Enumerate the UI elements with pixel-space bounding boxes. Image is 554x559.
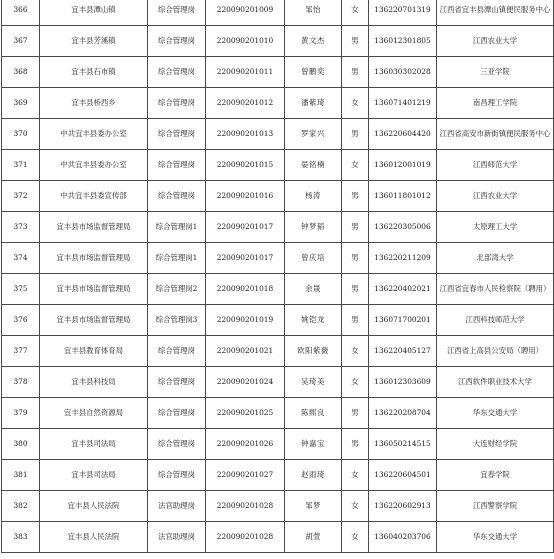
cell-unit: 宜丰县司法局 bbox=[40, 460, 148, 491]
cell-phone: 136011801012 bbox=[369, 181, 437, 212]
cell-unit: 宜丰县人民法院 bbox=[40, 491, 148, 522]
cell-sex: 男 bbox=[342, 181, 369, 212]
cell-exam-id: 220090201027 bbox=[206, 460, 285, 491]
cell-unit: 宜丰县芳溪镇 bbox=[40, 26, 148, 57]
table-row bbox=[2, 119, 554, 150]
cell-no: 366 bbox=[2, 0, 40, 26]
cell-school: 江西省宜丰县潭山镇便民服务中心 bbox=[437, 0, 554, 26]
cell-exam-id: 220090201028 bbox=[206, 522, 285, 553]
cell-no: 382 bbox=[2, 491, 40, 522]
cell-name: 余晟 bbox=[285, 274, 342, 305]
table-row bbox=[2, 336, 554, 367]
table-row bbox=[2, 26, 554, 57]
cell-no: 377 bbox=[2, 336, 40, 367]
cell-phone: 136220211209 bbox=[369, 243, 437, 274]
cell-post: 综合管理岗 bbox=[148, 0, 206, 26]
cell-exam-id: 220090201021 bbox=[206, 336, 285, 367]
cell-school: 江西师范大学 bbox=[437, 150, 554, 181]
cell-sex: 男 bbox=[342, 398, 369, 429]
cell-no: 371 bbox=[2, 150, 40, 181]
cell-unit: 中共宜丰县委办公室 bbox=[40, 119, 148, 150]
cell-exam-id: 220090201015 bbox=[206, 150, 285, 181]
cell-phone: 136012001019 bbox=[369, 150, 437, 181]
cell-post: 综合管理岗 bbox=[148, 26, 206, 57]
cell-unit: 宜丰县市场监督管理局 bbox=[40, 305, 148, 336]
cell-school: 江西警察学院 bbox=[437, 491, 554, 522]
cell-exam-id: 220090201011 bbox=[206, 57, 285, 88]
cell-phone: 136071401219 bbox=[369, 88, 437, 119]
cell-school: 江西科技师范大学 bbox=[437, 305, 554, 336]
cell-no: 373 bbox=[2, 212, 40, 243]
cell-phone: 136071700201 bbox=[369, 305, 437, 336]
cell-no: 378 bbox=[2, 367, 40, 398]
cell-phone: 136030302028 bbox=[369, 57, 437, 88]
cell-no: 370 bbox=[2, 119, 40, 150]
cell-exam-id: 220090201019 bbox=[206, 305, 285, 336]
cell-school: 江西农业大学 bbox=[437, 181, 554, 212]
cell-sex: 女 bbox=[342, 367, 369, 398]
cell-school: 华东交通大学 bbox=[437, 398, 554, 429]
cell-school: 江西农业大学 bbox=[437, 26, 554, 57]
cell-exam-id: 220090201024 bbox=[206, 367, 285, 398]
table-row bbox=[2, 57, 554, 88]
table-row bbox=[2, 429, 554, 460]
cell-post: 综合管理岗 bbox=[148, 336, 206, 367]
cell-sex: 女 bbox=[342, 491, 369, 522]
cell-no: 368 bbox=[2, 57, 40, 88]
cell-post: 综合管理岗 bbox=[148, 398, 206, 429]
table-row bbox=[2, 367, 554, 398]
cell-exam-id: 220090201025 bbox=[206, 398, 285, 429]
cell-name: 曾鹏奕 bbox=[285, 57, 342, 88]
table-row bbox=[2, 522, 554, 553]
cell-exam-id: 220090201017 bbox=[206, 212, 285, 243]
cell-unit: 宜丰县人民法院 bbox=[40, 522, 148, 553]
cell-phone: 136012301805 bbox=[369, 26, 437, 57]
cell-phone: 136220305006 bbox=[369, 212, 437, 243]
cell-no: 381 bbox=[2, 460, 40, 491]
cell-no: 367 bbox=[2, 26, 40, 57]
cell-phone: 136050214515 bbox=[369, 429, 437, 460]
cell-no: 380 bbox=[2, 429, 40, 460]
table-row bbox=[2, 491, 554, 522]
cell-post: 综合管理岗 bbox=[148, 57, 206, 88]
cell-exam-id: 220090201009 bbox=[206, 0, 285, 26]
cell-no: 379 bbox=[2, 398, 40, 429]
cell-name: 杨涛 bbox=[285, 181, 342, 212]
cell-post: 综合管理岗 bbox=[148, 460, 206, 491]
cell-no: 376 bbox=[2, 305, 40, 336]
cell-sex: 女 bbox=[342, 522, 369, 553]
cell-phone: 136220402021 bbox=[369, 274, 437, 305]
cell-exam-id: 220090201016 bbox=[206, 181, 285, 212]
cell-school: 华东交通大学 bbox=[437, 522, 554, 553]
cell-unit: 宜丰县教育体育局 bbox=[40, 336, 148, 367]
cell-school: 三亚学院 bbox=[437, 57, 554, 88]
cell-post: 综合管理岗 bbox=[148, 88, 206, 119]
cell-school: 大连财经学院 bbox=[437, 429, 554, 460]
cell-sex: 男 bbox=[342, 429, 369, 460]
table-row bbox=[2, 243, 554, 274]
cell-post: 综合管理岗1 bbox=[148, 243, 206, 274]
cell-post: 综合管理岗 bbox=[148, 429, 206, 460]
cell-unit: 宜丰县自然资源局 bbox=[40, 398, 148, 429]
cell-unit: 宜丰县市场监督管理局 bbox=[40, 243, 148, 274]
table-row bbox=[2, 274, 554, 305]
cell-name: 晏铭楠 bbox=[285, 150, 342, 181]
cell-sex: 男 bbox=[342, 274, 369, 305]
cell-exam-id: 220090201028 bbox=[206, 491, 285, 522]
cell-name: 邹怡 bbox=[285, 0, 342, 26]
cell-post: 法官助理岗 bbox=[148, 491, 206, 522]
cell-school: 江西省宜春市人民检察院（聘用） bbox=[437, 274, 554, 305]
cell-school: 北部湾大学 bbox=[437, 243, 554, 274]
cell-post: 综合管理岗1 bbox=[148, 212, 206, 243]
cell-no: 369 bbox=[2, 88, 40, 119]
cell-name: 潘紫琦 bbox=[285, 88, 342, 119]
cell-name: 邹梦 bbox=[285, 491, 342, 522]
cell-unit: 宜丰县石市镇 bbox=[40, 57, 148, 88]
cell-phone: 136220208704 bbox=[369, 398, 437, 429]
cell-no: 372 bbox=[2, 181, 40, 212]
cell-name: 赵雨琦 bbox=[285, 460, 342, 491]
cell-sex: 男 bbox=[342, 119, 369, 150]
cell-sex: 男 bbox=[342, 212, 369, 243]
cell-name: 钟嘉宝 bbox=[285, 429, 342, 460]
table-row bbox=[2, 212, 554, 243]
cell-unit: 宜丰县市场监督管理局 bbox=[40, 274, 148, 305]
table-row bbox=[2, 150, 554, 181]
cell-post: 综合管理岗 bbox=[148, 181, 206, 212]
cell-school: 南昌理工学院 bbox=[437, 88, 554, 119]
table-row bbox=[2, 181, 554, 212]
cell-phone: 136040203706 bbox=[369, 522, 437, 553]
cell-sex: 男 bbox=[342, 305, 369, 336]
candidate-table bbox=[1, 0, 554, 553]
cell-sex: 男 bbox=[342, 57, 369, 88]
cell-exam-id: 220090201018 bbox=[206, 274, 285, 305]
cell-phone: 136220604420 bbox=[369, 119, 437, 150]
table-row bbox=[2, 398, 554, 429]
cell-school: 宜春学院 bbox=[437, 460, 554, 491]
cell-school: 太原理工大学 bbox=[437, 212, 554, 243]
cell-exam-id: 220090201017 bbox=[206, 243, 285, 274]
cell-unit: 宜丰县司法局 bbox=[40, 429, 148, 460]
cell-exam-id: 220090201012 bbox=[206, 88, 285, 119]
cell-name: 曾庆培 bbox=[285, 243, 342, 274]
cell-phone: 136220701319 bbox=[369, 0, 437, 26]
cell-name: 黄文杰 bbox=[285, 26, 342, 57]
cell-phone: 136220604501 bbox=[369, 460, 437, 491]
cell-sex: 女 bbox=[342, 0, 369, 26]
candidate-table-body bbox=[2, 0, 554, 553]
cell-unit: 宜丰县科技局 bbox=[40, 367, 148, 398]
cell-name: 吴琦美 bbox=[285, 367, 342, 398]
table-row bbox=[2, 0, 554, 26]
cell-unit: 宜丰县市场监督管理局 bbox=[40, 212, 148, 243]
cell-exam-id: 220090201010 bbox=[206, 26, 285, 57]
table-row bbox=[2, 460, 554, 491]
cell-name: 姚铠龙 bbox=[285, 305, 342, 336]
table-row bbox=[2, 305, 554, 336]
cell-phone: 136012303609 bbox=[369, 367, 437, 398]
cell-school: 江西省高安市新街镇便民服务中心 bbox=[437, 119, 554, 150]
cell-sex: 女 bbox=[342, 88, 369, 119]
cell-sex: 男 bbox=[342, 26, 369, 57]
cell-post: 综合管理岗2 bbox=[148, 274, 206, 305]
cell-unit: 中共宜丰县委宣传部 bbox=[40, 181, 148, 212]
cell-no: 374 bbox=[2, 243, 40, 274]
cell-name: 欧阳紫薇 bbox=[285, 336, 342, 367]
cell-school: 江西软件职业技术大学 bbox=[437, 367, 554, 398]
cell-unit: 宜丰县潭山镇 bbox=[40, 0, 148, 26]
cell-unit: 中共宜丰县委办公室 bbox=[40, 150, 148, 181]
cell-name: 陈熙良 bbox=[285, 398, 342, 429]
cell-no: 383 bbox=[2, 522, 40, 553]
cell-name: 钟梦韬 bbox=[285, 212, 342, 243]
cell-name: 罗家兴 bbox=[285, 119, 342, 150]
cell-phone: 136220602913 bbox=[369, 491, 437, 522]
cell-sex: 女 bbox=[342, 336, 369, 367]
cell-sex: 女 bbox=[342, 150, 369, 181]
cell-post: 综合管理岗 bbox=[148, 150, 206, 181]
cell-sex: 男 bbox=[342, 243, 369, 274]
cell-phone: 136220405127 bbox=[369, 336, 437, 367]
table-row bbox=[2, 88, 554, 119]
cell-exam-id: 220090201013 bbox=[206, 119, 285, 150]
cell-school: 江西省上高县公安局（聘用） bbox=[437, 336, 554, 367]
cell-post: 综合管理岗 bbox=[148, 367, 206, 398]
cell-post: 综合管理岗3 bbox=[148, 305, 206, 336]
cell-exam-id: 220090201026 bbox=[206, 429, 285, 460]
cell-name: 胡萱 bbox=[285, 522, 342, 553]
cell-post: 综合管理岗 bbox=[148, 119, 206, 150]
cell-sex: 女 bbox=[342, 460, 369, 491]
cell-unit: 宜丰县桥西乡 bbox=[40, 88, 148, 119]
cell-no: 375 bbox=[2, 274, 40, 305]
cell-post: 法官助理岗 bbox=[148, 522, 206, 553]
